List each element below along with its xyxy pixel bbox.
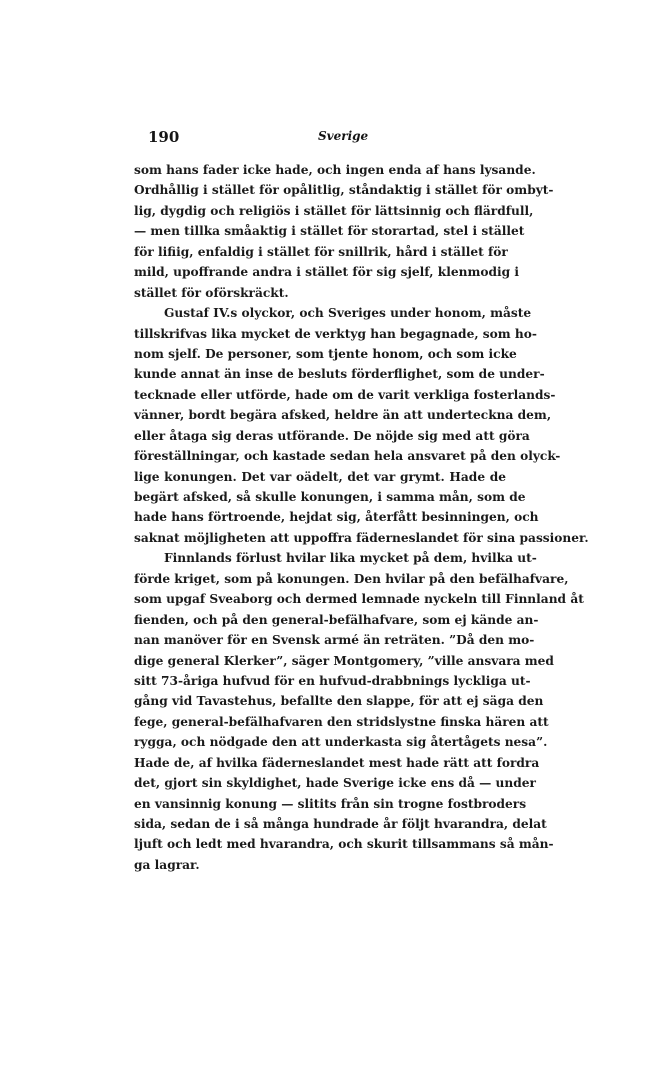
text-line: begärt afsked, så skulle konungen, i samma mån, som de [134,490,526,504]
text-line: ljuft och ledt med hvarandra, och skurit tillsammans så mån- [134,837,554,852]
text-line: stället för oförskräckt. [134,285,289,300]
text-line: fege, general-befälhafvaren den stridslystne finska hären att [134,714,549,729]
text-line: som upgaf Sveaborg och dermed lemnade nyckeln till Finnland åt [134,592,584,607]
text-line: vänner, bordt begära afsked, heldre än att underteckna dem, [134,408,552,423]
text-line: tillskrifvas lika mycket de verktyg han begagnade, som ho- [134,326,537,341]
text-line: sida, sedan de i så många hundrade år följt hvarandra, delat [134,817,547,831]
text-line: Finnlands förlust hvilar lika mycket på dem, hvilka ut- [164,551,537,566]
text-line: sitt 73-åriga hufvud för en hufvud-drabbnings lyckliga ut- [134,673,531,688]
text-line: föreställningar, och kastade sedan hela ansvaret på den olyck- [134,449,561,464]
page-header [148,128,508,150]
text-line: förde kriget, som på konungen. Den hvilar på den befälhafvare, [134,571,569,586]
text-line: Gustaf IV.s olyckor, och Sveriges under honom, måste [164,306,532,321]
page-number: 190 [148,128,180,146]
text-line: Hade de, af hvilka fäderneslandet mest hade rätt att fordra [134,755,540,770]
text-line: mild, upoffrande andra i stället för sig sjelf, klenmodig i [134,265,520,280]
text-line: ga lagrar. [134,857,200,872]
text-line: hade hans förtroende, hejdat sig, återfått besinningen, och [134,510,539,525]
text-line: det, gjort sin skyldighet, hade Sverige icke ens då — under [134,776,536,791]
text-line: nan manöver för en Svensk armé än reträten. ”Då den mo- [134,633,535,648]
text-line: tecknade eller utförde, hade om de varit verkliga fosterlands- [134,387,556,402]
text-line: kunde annat än inse de besluts förderflighet, som de under- [134,367,545,382]
text-line: saknat möjligheten att uppoffra fäderneslandet för sina passioner. [134,530,589,545]
text-line: som hans fader icke hade, och ingen enda af hans lysande. [134,163,536,177]
text-line: nom sjelf. De personer, som tjente honom, och som icke [134,346,517,361]
text-line: rygga, och nödgade den att underkasta sig återtågets nesa”. [134,735,548,750]
text-line: lig, dygdig och religiös i stället för lättsinnig och flärdfull, [134,203,534,218]
text-line: lige konungen. Det var oädelt, det var grymt. Hade de [134,469,506,484]
page-body [134,160,589,875]
text-line: gång vid Tavastehus, befallte den slappe, för att ej säga den [134,694,544,709]
text-line: dige general Klerker”, säger Montgomery, ”ville ansvara med [134,653,554,668]
running-title: Sverige [318,129,369,143]
text-line: för lifiig, enfaldig i stället för snillrik, hård i stället för [134,244,508,259]
text-line: — men tillka småaktig i stället för storartad, stel i stället [134,224,525,239]
text-line: eller åtaga sig deras utförande. De nöjde sig med att göra [134,428,530,443]
text-line: Ordhållig i stället för opålitlig, ståndaktig i stället för ombyt- [134,183,554,198]
text-line: en vansinnig konung — slitits från sin trogne fostbroders [134,796,527,811]
text-line: fienden, och på den general-befälhafvare, som ej kände an- [134,612,539,627]
